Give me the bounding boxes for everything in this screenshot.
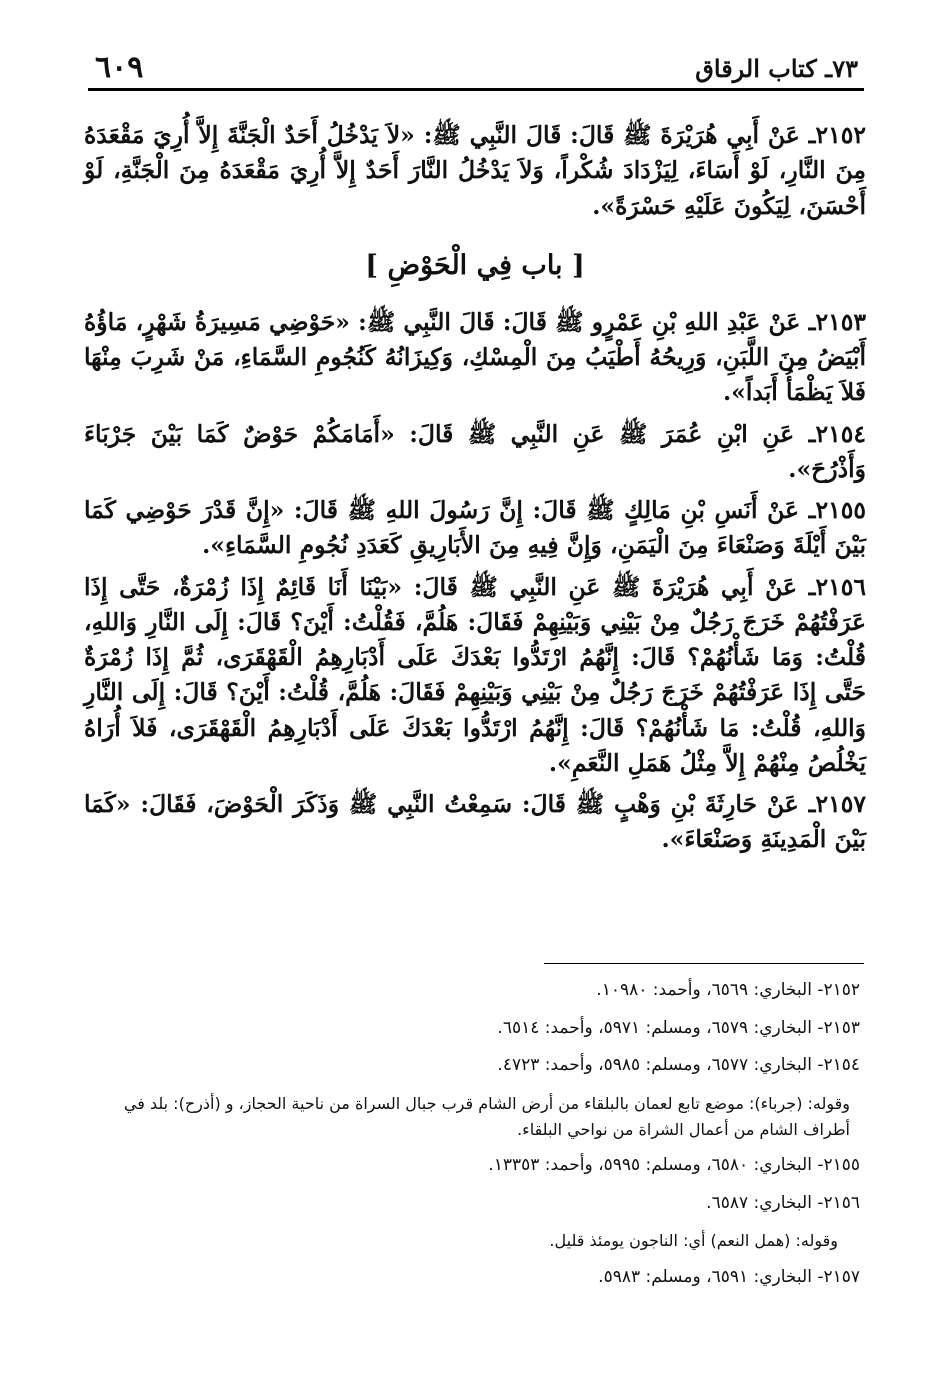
hadith-2154: ٢١٥٤ـ عَنِ ابْنِ عُمَرَ ﷺ عَنِ النَّبِي ﷺ قَالَ: «أَمَامَكُمْ حَوْضٌ كَمَا بَيْنَ جَرْبَاءَ وَأَذْرُحَ». — [84, 419, 867, 483]
hadith-2153: ٢١٥٣ـ عَنْ عَبْدِ اللهِ بْنِ عَمْرٍو ﷺ قَالَ: قَالَ النَّبِي ﷺ: «حَوْضِي مَسِيرَةُ شَهْرٍ، مَاؤُهُ أَبْيَضُ مِنَ اللَّبَنِ، وَرِيحُهُ أَطْيَبُ مِنَ الْمِسْكِ، وَكِيزَانُهُ كَنُجُومِ السَّمَاءِ، مَنْ شَرِبَ مِنْهَا فَلاَ يَظْمَأُ أَبَداً». — [84, 307, 866, 407]
hadith-2157: ٢١٥٧ـ عَنْ حَارِثَةَ بْنِ وَهْبٍ ﷺ قَالَ: سَمِعْتُ النَّبِي ﷺ وَذَكَرَ الْحَوْضَ، فَقَالَ: «كَمَا بَيْنَ الْمَدِينَةِ وَصَنْعَاءَ». — [84, 790, 866, 854]
hadith-2156: ٢١٥٦ـ عَنْ أَبِي هُرَيْرَةَ ﷺ عَنِ النَّبِي ﷺ قَالَ: «بَيْنَا أَنَا قَائِمٌ إِذَا زُمْرَةٌ، حَتَّى إِذَا عَرَفْتُهُمْ خَرَجَ رَجُلٌ مِنْ بَيْنِي وَبَيْنِهِمْ فَقَالَ: هَلُمَّ، فَقُلْتُ: أَيْنَ؟ قَالَ: إِلَى النَّارِ وَاللهِ، قُلْتُ: وَمَا شَأْنُهُمْ؟ قَالَ: إِنَّهُمُ ارْتَدُّوا بَعْدَكَ عَلَى أَدْبَارِهِمُ الْقَهْقَرَى، ثُمَّ إِذَا زُمْرَةٌ حَتَّى إِذَا عَرَفْتُهُمْ خَرَجَ رَجُلٌ مِنْ بَيْنِي وَبَيْنِهِمْ فَقَالَ: هَلُمَّ، قُلْتُ: أَيْنَ؟ قَالَ: إِلَى النَّارِ وَاللهِ، قُلْتُ: مَا شَأْنُهُمْ؟ قَالَ: إِنَّهُمُ ارْتَدُّوا بَعْدَكَ عَلَى أَدْبَارِهِمُ الْقَهْقَرَى، فَلاَ أُرَاهُ يَخْلُصُ مِنْهُمْ إِلاَّ مِثْلُ هَمَلِ النَّعَمِ». — [84, 572, 866, 777]
hadith-2152: ٢١٥٢ـ عَنْ أَبِي هُرَيْرَةَ ﷺ قَالَ: قَالَ النَّبِي ﷺ: «لاَ يَدْخُلُ أَحَدٌ الْجَنَّةَ إِلاَّ أُرِيَ مَقْعَدَهُ مِنَ النَّارِ، لَوْ أَسَاءَ، لِيَزْدَادَ شُكْراً، وَلاَ يَدْخُلُ النَّارَ أَحَدٌ إِلاَّ أُرِيَ مَقْعَدَهُ مِنَ الْجَنَّةِ، لَوْ أَحْسَنَ، لِيَكُونَ عَلَيْهِ حَسْرَةً». — [84, 121, 866, 220]
running-header — [95, 50, 858, 84]
page-number: ٦٠٩ — [95, 50, 144, 85]
footnote-divider — [544, 963, 864, 964]
footnote-2155: ٢١٥٥- البخاري: ٦٥٨٠، ومسلم: ٥٩٩٥، وأحمد: ١٣٣٥٣. — [488, 1155, 860, 1176]
section-heading: [ باب فِي الْحَوْضِ ] — [365, 249, 585, 281]
chapter-title: ٧٣ـ كتاب الرقاق — [695, 54, 858, 83]
footnote-2157: ٢١٥٧- البخاري: ٦٥٩١، ومسلم: ٥٩٨٣. — [598, 1266, 860, 1287]
footnote-note-2154: وقوله: (جرباء): موضع تابع لعمان بالبلقاء من أرض الشام قرب جبال السراة من ناحية الحجاز، و (أذرح): بلد في أطراف الشام من أعمال الشراة من نواحي البلقاء. — [123, 1093, 850, 1139]
footnote-2156: ٢١٥٦- البخاري: ٦٥٨٧. — [706, 1192, 860, 1213]
hadith-2155: ٢١٥٥ـ عَنْ أَنَسِ بْنِ مَالِكٍ ﷺ قَالَ: إِنَّ رَسُولَ اللهِ ﷺ قَالَ: «إِنَّ قَدْرَ حَوْضِي كَمَا بَيْنَ أَيْلَةَ وَصَنْعَاءَ مِنَ الْيَمَنِ، وَإِنَّ فِيهِ مِنَ الأَبَارِيقِ كَعَدَدِ نُجُومِ السَّمَاءِ». — [84, 496, 866, 560]
footnotes — [86, 978, 860, 1302]
footnote-note-2156: وقوله: (همل النعم) أي: الناجون يومئذ قليل. — [549, 1231, 838, 1251]
footnote-2154: ٢١٥٤- البخاري: ٦٥٧٧، ومسلم: ٥٩٨٥، وأحمد: ٤٧٢٣. — [497, 1055, 860, 1075]
header-divider — [88, 88, 864, 91]
main-text — [84, 118, 866, 864]
footnote-2152: ٢١٥٢- البخاري: ٦٥٦٩، وأحمد: ١٠٩٨٠. — [596, 980, 860, 1000]
footnote-2153: ٢١٥٣- البخاري: ٦٥٧٩، ومسلم: ٥٩٧١، وأحمد: ٦٥١٤. — [497, 1017, 860, 1038]
